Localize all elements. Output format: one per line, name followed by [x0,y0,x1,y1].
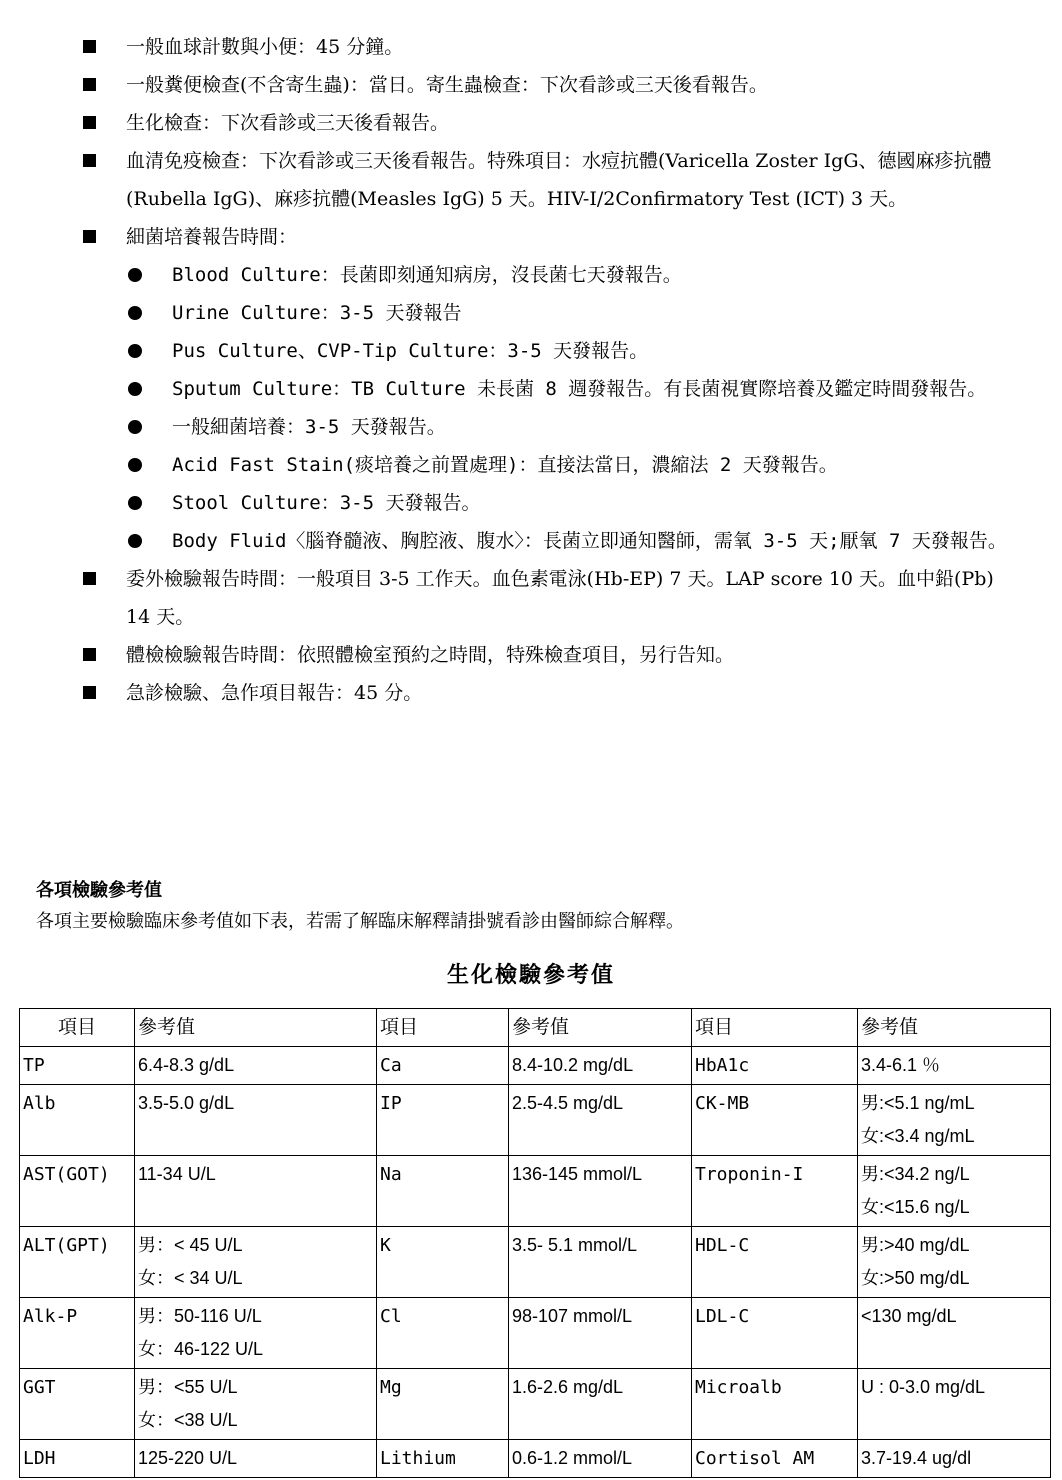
round-bullet-icon [128,306,142,320]
square-bullet-icon [83,230,96,243]
culture-list-item: Body Fluid〈腦脊髓液、胸腔液、腹水〉：長菌立即通知醫師，需氧 3-5 天;厭氧 7 天發報告。 [0,522,1062,560]
test-name-cell: Microalb [692,1369,858,1440]
reference-value-cell: 11-34 U/L [135,1156,377,1227]
table-row [20,1085,1051,1156]
test-name-cell: IP [377,1085,509,1156]
test-name-cell: Ca [377,1047,509,1085]
round-bullet-icon [128,420,142,434]
test-name-cell: Cortisol AM [692,1440,858,1478]
reference-value-cell: 男:<34.2 ng/L 女:<15.6 ng/L [858,1156,1051,1227]
square-bullet-icon [83,686,96,699]
reference-value-cell: 3.7-19.4 ug/dl [858,1440,1051,1478]
table-row [20,1156,1051,1227]
table-row [20,1047,1051,1085]
test-name-cell: Lithium [377,1440,509,1478]
section-description: 各項主要檢驗臨床參考值如下表，若需了解臨床解釋請掛號看診由醫師綜合解釋。 [36,911,684,932]
round-bullet-icon [128,344,142,358]
square-bullet-icon [83,572,96,585]
culture-list-item: 一般細菌培養：3-5 天發報告。 [0,408,1062,446]
reference-value-cell: 男:<5.1 ng/mL 女:<3.4 ng/mL [858,1085,1051,1156]
test-name-cell: CK-MB [692,1085,858,1156]
reference-value-cell: 男:>40 mg/dL 女:>50 mg/dL [858,1227,1051,1298]
test-name-cell: AST(GOT) [20,1156,135,1227]
reference-value-cell: 0.6-1.2 mmol/L [509,1440,692,1478]
culture-list-item: Acid Fast Stain(痰培養之前置處理)：直接法當日，濃縮法 2 天發報告。 [0,446,1062,484]
list-item: 急診檢驗、急作項目報告：45 分。 [0,674,1062,712]
reference-value-cell: 3.5- 5.1 mmol/L [509,1227,692,1298]
test-name-cell: ALT(GPT) [20,1227,135,1298]
reference-table [19,1008,1051,1478]
test-name-cell: Troponin-I [692,1156,858,1227]
test-name-cell: K [377,1227,509,1298]
list-item: 體檢檢驗報告時間：依照體檢室預約之時間，特殊檢查項目，另行告知。 [0,636,1062,674]
test-name-cell: HbA1c [692,1047,858,1085]
table-header-row [20,1009,1051,1047]
reference-value-cell: 1.6-2.6 mg/dL [509,1369,692,1440]
reference-value-cell: 8.4-10.2 mg/dL [509,1047,692,1085]
table-title: 生化檢驗參考值 [446,963,615,988]
table-row [20,1298,1051,1369]
reference-value-cell: 98-107 mmol/L [509,1298,692,1369]
reference-value-cell: 6.4-8.3 g/dL [135,1047,377,1085]
list-item: 細菌培養報告時間： [0,218,1062,256]
reference-value-cell: 男：< 45 U/L 女：< 34 U/L [135,1227,377,1298]
list-item: 一般血球計數與小便：45 分鐘。 [0,28,1062,66]
test-name-cell: LDH [20,1440,135,1478]
reference-value-cell: <130 mg/dL [858,1298,1051,1369]
culture-list-item: Blood Culture：長菌即刻通知病房，沒長菌七天發報告。 [0,256,1062,294]
report-time-list [0,28,1062,712]
test-name-cell: Mg [377,1369,509,1440]
list-item: 血清免疫檢查：下次看診或三天後看報告。特殊項目：水痘抗體(Varicella Zoster IgG、德國麻疹抗體(Rubella IgG)、麻疹抗體(Measles IgG) 5 天。HIV-I/2Confirmatory Test (ICT) 3 天。 [0,142,1062,218]
round-bullet-icon [128,458,142,472]
square-bullet-icon [83,78,96,91]
column-header: 參考值 [509,1009,692,1047]
test-name-cell: Alk-P [20,1298,135,1369]
table-row [20,1227,1051,1298]
square-bullet-icon [83,116,96,129]
test-name-cell: Alb [20,1085,135,1156]
test-name-cell: Cl [377,1298,509,1369]
column-header: 項目 [692,1009,858,1047]
reference-value-cell: U : 0-3.0 mg/dL [858,1369,1051,1440]
square-bullet-icon [83,154,96,167]
culture-list-item: Pus Culture、CVP-Tip Culture：3-5 天發報告。 [0,332,1062,370]
culture-list-item: Stool Culture：3-5 天發報告。 [0,484,1062,522]
round-bullet-icon [128,268,142,282]
round-bullet-icon [128,496,142,510]
reference-value-cell: 男：50-116 U/L 女：46-122 U/L [135,1298,377,1369]
table-row [20,1440,1051,1478]
list-item: 一般糞便檢查(不含寄生蟲)：當日。寄生蟲檢查：下次看診或三天後看報告。 [0,66,1062,104]
reference-value-cell: 125-220 U/L [135,1440,377,1478]
test-name-cell: TP [20,1047,135,1085]
test-name-cell: GGT [20,1369,135,1440]
test-name-cell: LDL-C [692,1298,858,1369]
section-title: 各項檢驗參考值 [36,880,162,901]
list-item: 委外檢驗報告時間：一般項目 3-5 工作天。血色素電泳(Hb-EP) 7 天。LAP score 10 天。血中鉛(Pb) 14 天。 [0,560,1062,636]
reference-value-cell: 2.5-4.5 mg/dL [509,1085,692,1156]
column-header: 項目 [377,1009,509,1047]
reference-value-cell: 3.5-5.0 g/dL [135,1085,377,1156]
reference-value-cell: 男：<55 U/L 女：<38 U/L [135,1369,377,1440]
culture-list-item: Urine Culture：3-5 天發報告 [0,294,1062,332]
column-header: 參考值 [858,1009,1051,1047]
round-bullet-icon [128,534,142,548]
test-name-cell: HDL-C [692,1227,858,1298]
reference-value-cell: 3.4-6.1 ％ [858,1047,1051,1085]
round-bullet-icon [128,382,142,396]
square-bullet-icon [83,40,96,53]
table-row [20,1369,1051,1440]
reference-value-cell: 136-145 mmol/L [509,1156,692,1227]
column-header: 參考值 [135,1009,377,1047]
test-name-cell: Na [377,1156,509,1227]
list-item: 生化檢查：下次看診或三天後看報告。 [0,104,1062,142]
square-bullet-icon [83,648,96,661]
culture-list-item: Sputum Culture：TB Culture 未長菌 8 週發報告。有長菌視實際培養及鑑定時間發報告。 [0,370,1062,408]
column-header: 項目 [20,1009,135,1047]
